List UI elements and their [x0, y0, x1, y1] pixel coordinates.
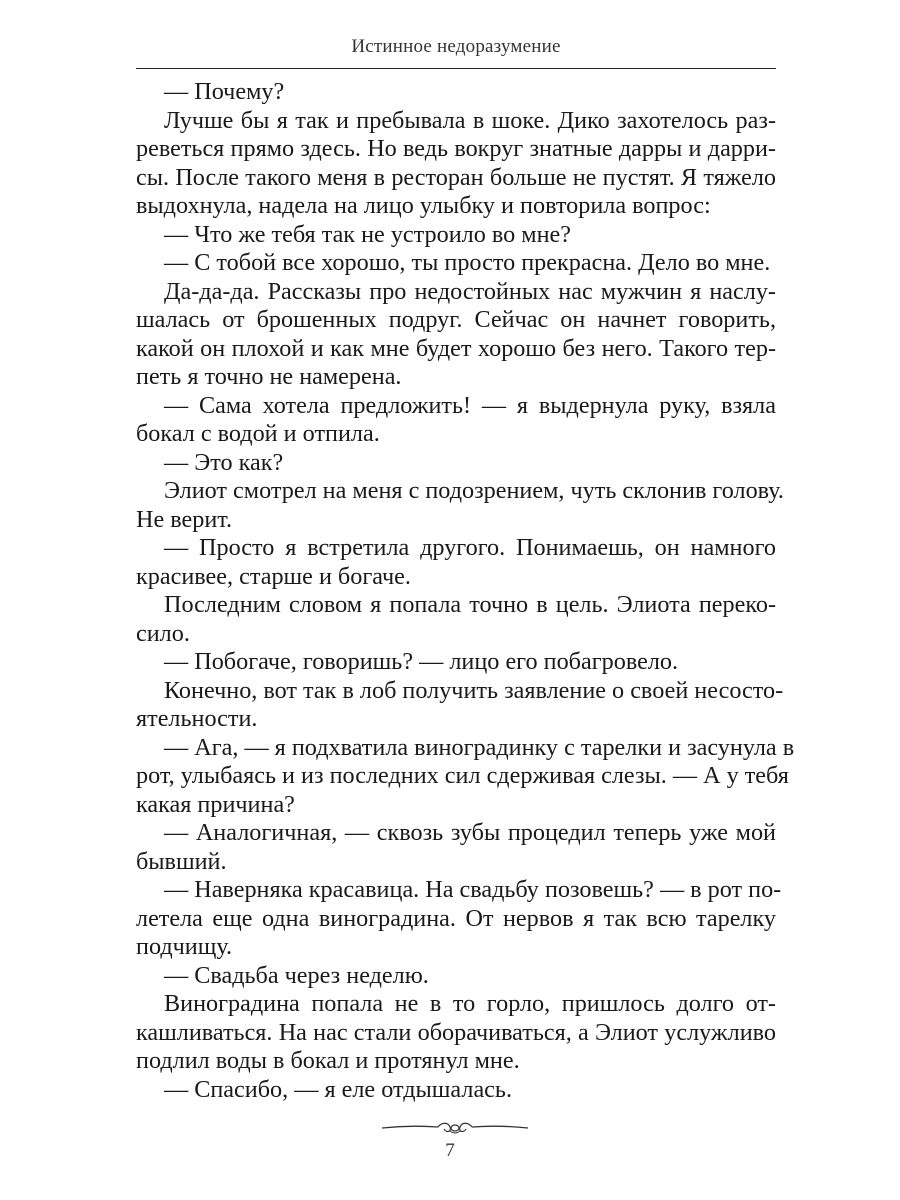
flourish-ornament-icon: [380, 1118, 530, 1138]
text-line: — Почему?: [164, 78, 285, 105]
text-line: — Побогаче, говоришь? — лицо его побагровело.: [164, 648, 679, 675]
text-line: Лучше бы я так и пребывала в шоке. Дико захотелось раз-: [164, 106, 776, 134]
text-line: сило.: [136, 619, 190, 647]
text-line: сы. После такого меня в ресторан больше не пустят. Я тяжело: [136, 163, 776, 191]
text-line: шалась от брошенных подруг. Сейчас он начнет говорить,: [136, 306, 776, 333]
text-line: — Аналогичная, — сквозь зубы процедил теперь уже мой: [164, 819, 776, 846]
text-line: — Наверняка красавица. На свадьбу позовешь? — в рот по-: [164, 876, 782, 903]
header-rule: [136, 68, 776, 69]
text-line: — С тобой все хорошо, ты просто прекрасна. Дело во мне.: [164, 249, 771, 276]
text-line: рот, улыбаясь и из последних сил сдерживая слезы. — А у тебя: [136, 762, 789, 789]
text-line: кашливаться. На нас стали оборачиваться, а Элиот услужливо: [136, 1018, 776, 1046]
text-line: бывший.: [136, 847, 227, 875]
text-line: подлил воды в бокал и протянул мне.: [136, 1047, 520, 1074]
text-line: — Свадьба через неделю.: [164, 961, 429, 989]
text-line: — Что же тебя так не устроило во мне?: [164, 220, 571, 248]
text-line: красивее, старше и богаче.: [136, 562, 411, 590]
text-line: Не верит.: [136, 505, 233, 533]
text-line: бокал с водой и отпила.: [136, 420, 380, 447]
text-line: Да-да-да. Рассказы про недостойных нас мужчин я наслу-: [164, 277, 776, 305]
text-line: какой он плохой и как мне будет хорошо без него. Такого тер-: [136, 334, 776, 362]
text-line: летела еще одна виноградина. От нервов я так всю тарелку: [136, 904, 776, 932]
text-line: Виноградина попала не в то горло, пришлось долго от-: [164, 990, 776, 1017]
text-line: реветься прямо здесь. Но ведь вокруг знатные дарры и дарри-: [136, 135, 776, 162]
text-line: выдохнула, надела на лицо улыбку и повторила вопрос:: [136, 192, 711, 219]
text-line: Конечно, вот так в лоб получить заявление о своей несосто-: [164, 676, 784, 704]
text-line: Элиот смотрел на меня с подозрением, чуть склонив голову.: [164, 477, 784, 504]
text-line: подчищу.: [136, 933, 233, 960]
text-line: ятельности.: [136, 705, 258, 732]
text-line: — Сама хотела предложить! — я выдернула руку, взяла: [164, 391, 776, 419]
text-line: — Ага, — я подхватила виноградинку с тарелки и засунула в: [164, 733, 795, 761]
text-line: какая причина?: [136, 790, 295, 818]
text-line: Последним словом я попала точно в цель. Элиота переко-: [164, 591, 776, 618]
text-line: — Просто я встретила другого. Понимаешь, он намного: [164, 534, 776, 561]
body-text: [136, 78, 795, 1104]
page-number: 7: [445, 1140, 455, 1161]
text-line: — Спасибо, — я еле отдышалась.: [164, 1075, 512, 1103]
text-line: петь я точно не намерена.: [136, 363, 402, 390]
text-line: — Это как?: [164, 448, 284, 476]
running-head: Истинное недоразумение: [351, 36, 561, 57]
